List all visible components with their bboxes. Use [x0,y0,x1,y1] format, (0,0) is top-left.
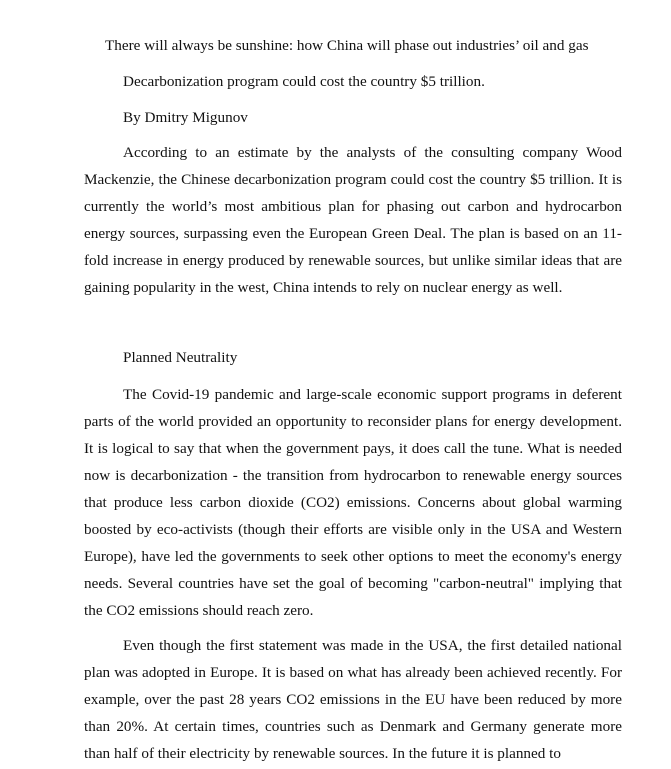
paragraph-pandemic: The Covid-19 pandemic and large-scale economic support programs in deferent parts of the world provided an opportunity to reconsider plans for energy development. It is logical to say that when the government pays, it does call the tune. What is needed now is decarbonization - the transition from hydrocarbon to renewable energy sources that produce less carbon dioxide (CO2) emissions. Concerns about global warming boosted by eco-activists (though their efforts are visible only in the USA and Western Europe), have led the governments to seek other options to meet the economy's energy needs. Several countries have set the goal of becoming "carbon-neutral" implying that the CO2 emissions should reach zero. [84,386,622,619]
paragraph-intro: According to an estimate by the analysts of the consulting company Wood Mackenzie, the Chinese decarbonization program could cost the country $5 trillion. It is currently the world’s most ambitious plan for phasing out carbon and hydrocarbon energy sources, surpassing even the European Green Deal. The plan is based on an 11-fold increase in energy produced by renewable sources, but unlike similar ideas that are gaining popularity in the west, China intends to rely on nuclear energy as well. [84,144,622,296]
article-byline: By Dmitry Migunov [123,109,248,126]
paragraph-europe: Even though the first statement was made in the USA, the first detailed national plan was adopted in Europe. It is based on what has already been achieved recently. For example, over the past 28 years CO2 emissions in the EU have been reduced by more than 20%. At certain times, countries such as Denmark and Germany generate more than half of their electricity by renewable sources. In the future it is planned to [84,637,622,762]
article-subtitle: Decarbonization program could cost the country $5 trillion. [123,73,485,90]
article-title: There will always be sunshine: how China will phase out industries’ oil and gas [105,37,589,54]
section-heading: Planned Neutrality [123,349,238,366]
